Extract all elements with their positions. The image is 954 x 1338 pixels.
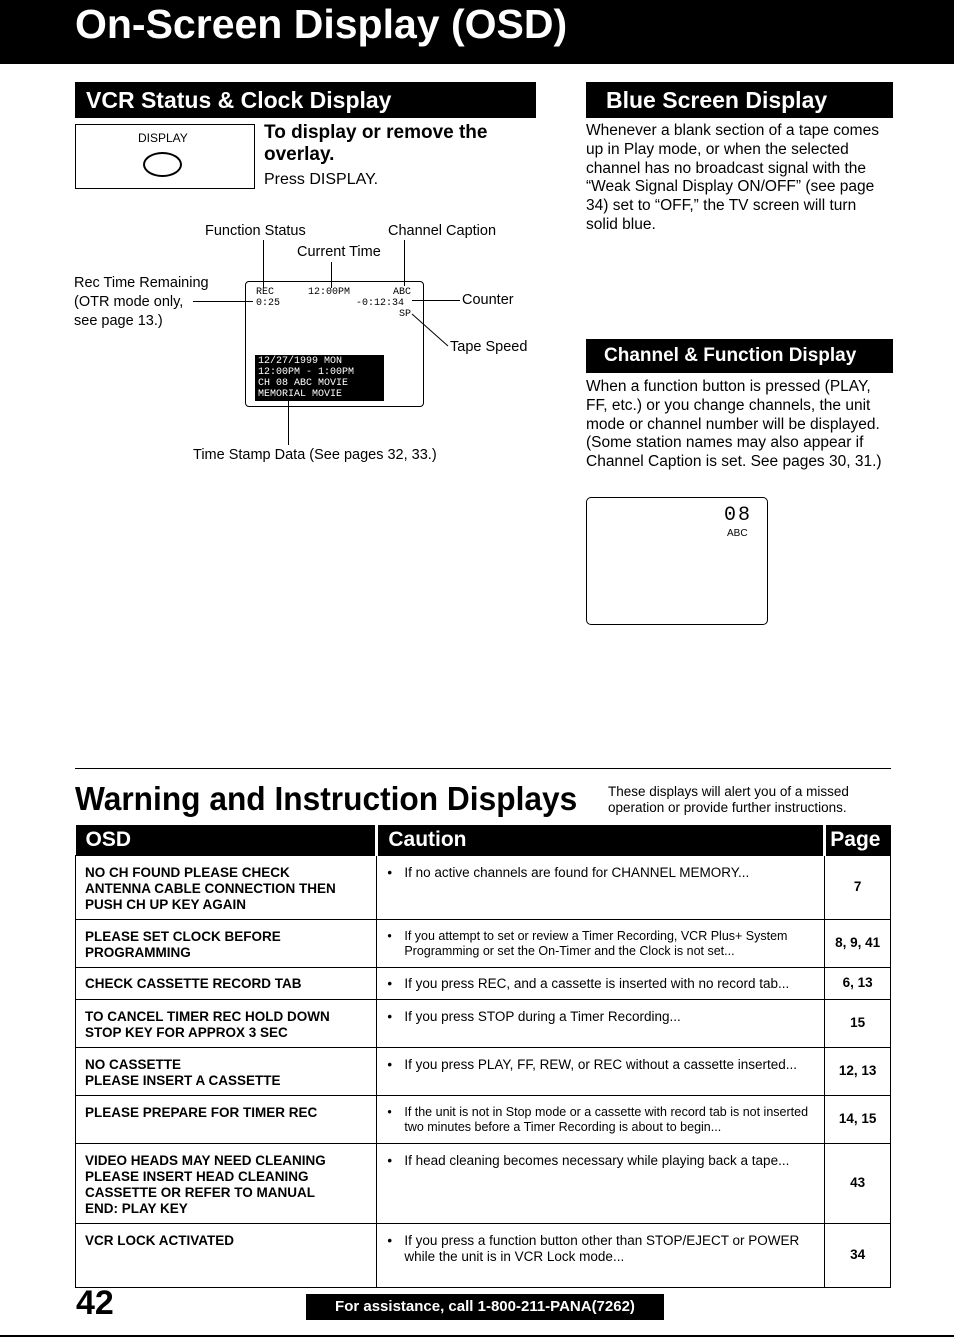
- caution-text: • If you press a function button other than STOP/EJECT or POWER while the unit is in VCR Lock mode...: [377, 1223, 825, 1287]
- vcr-status-heading: VCR Status & Clock Display: [75, 82, 536, 118]
- blue-screen-heading: Blue Screen Display: [586, 82, 893, 118]
- channel-number: 08: [724, 504, 753, 527]
- label-channel-caption: Channel Caption: [388, 223, 497, 239]
- column-header-page: Page: [825, 825, 891, 855]
- caution-text: • If head cleaning becomes necessary while playing back a tape...: [377, 1143, 825, 1223]
- table-row: [76, 1223, 891, 1287]
- osd-line: PLEASE SET CLOCK BEFORE: [85, 928, 281, 944]
- osd-message: [76, 1047, 377, 1095]
- page-number: 42: [76, 1284, 114, 1322]
- osd-current-time: 12:00PM: [308, 287, 351, 298]
- caution-text: • If you press REC, and a cassette is inserted with no record tab...: [377, 967, 825, 999]
- osd-message: [76, 855, 377, 919]
- caution-line: If you press REC, and a cassette is inserted with no record tab...: [404, 975, 790, 991]
- osd-stamp-line: MEMORIAL MOVIE: [258, 389, 343, 400]
- osd-message: [76, 1143, 377, 1223]
- osd-line: END: PLAY KEY: [85, 1200, 188, 1216]
- page-reference: 6, 13: [825, 967, 891, 999]
- caution-line: If you press STOP during a Timer Recording...: [404, 1008, 681, 1024]
- caution-text: • If you attempt to set or review a Timer Recording, VCR Plus+ System Programming or set the On-Timer and the Clock is not set...: [377, 919, 825, 967]
- leader-rec-time: [193, 301, 253, 302]
- channel-function-heading: Channel & Function Display: [586, 339, 893, 373]
- osd-stamp-line: 12:00PM - 1:00PM: [258, 367, 355, 378]
- instruction-title: To display or remove the overlay.: [264, 122, 488, 165]
- osd-rec-time: 0:25: [256, 298, 281, 309]
- osd-line: PLEASE INSERT A CASSETTE: [85, 1072, 281, 1088]
- warnings-table: [75, 825, 891, 1288]
- osd-line: ANTENNA CABLE CONNECTION THEN: [85, 880, 336, 896]
- page-reference: 15: [825, 999, 891, 1047]
- table-row: [76, 1095, 891, 1143]
- label-tape-speed: Tape Speed: [450, 339, 528, 355]
- label-time-stamp: Time Stamp Data (See pages 32, 33.): [193, 447, 437, 463]
- caution-line: If you press PLAY, FF, REW, or REC without a cassette inserted...: [404, 1056, 798, 1072]
- caution-text: • If no active channels are found for CHANNEL MEMORY...: [377, 855, 825, 919]
- caution-line: If you press a function button other than STOP/EJECT or POWER while the unit is in VCR Lock mode...: [404, 1232, 800, 1264]
- leader-channel-caption: [404, 240, 405, 286]
- page-reference: 14, 15: [825, 1095, 891, 1143]
- osd-line: CASSETTE OR REFER TO MANUAL: [85, 1184, 316, 1200]
- osd-line: PLEASE INSERT HEAD CLEANING: [85, 1168, 309, 1184]
- table-row: [76, 1047, 891, 1095]
- display-button-icon: [143, 152, 182, 177]
- caution-text: • If you press PLAY, FF, REW, or REC without a cassette inserted...: [377, 1047, 825, 1095]
- osd-tape-speed: SP: [399, 309, 412, 320]
- osd-message: [76, 1095, 377, 1143]
- table-row: [76, 1143, 891, 1223]
- channel-caption: ABC: [727, 528, 748, 539]
- column-header-osd: OSD: [76, 825, 377, 855]
- warnings-note: These displays will alert you of a missed operation or provide further instructions.: [608, 784, 849, 815]
- osd-counter: -0:12:34: [356, 298, 405, 309]
- osd-stamp-line: 12/27/1999 MON: [258, 356, 343, 367]
- section-divider: [75, 768, 891, 769]
- osd-stamp-line: CH 08 ABC MOVIE: [258, 378, 349, 389]
- table-row: [76, 855, 891, 919]
- label-counter: Counter: [462, 292, 514, 308]
- osd-channel-caption: ABC: [393, 287, 412, 298]
- channel-function-text: When a function button is pressed (PLAY, FF, etc.) or you change channels, the unit mode or channel number will be displayed. (Some station names may also appear if Channel Caption is set. See pages 30, 31.): [586, 378, 882, 471]
- osd-rec-indicator: REC: [256, 287, 275, 298]
- osd-time-stamp-box: [255, 355, 384, 401]
- osd-line: NO CASSETTE: [85, 1056, 182, 1072]
- table-row: [76, 999, 891, 1047]
- osd-screen: [245, 281, 424, 407]
- osd-line: CHECK CASSETTE RECORD TAB: [85, 975, 302, 991]
- osd-line: PROGRAMMING: [85, 944, 191, 960]
- caution-line: If you attempt to set or review a Timer Recording, VCR Plus+ System Programming or set the On-Timer and the Clock is not set...: [404, 928, 788, 958]
- osd-message: [76, 919, 377, 967]
- table-row: [76, 967, 891, 999]
- osd-line: VCR LOCK ACTIVATED: [85, 1232, 234, 1248]
- caution-line: If head cleaning becomes necessary while playing back a tape...: [404, 1152, 790, 1168]
- page-reference: 8, 9, 41: [825, 919, 891, 967]
- display-button-label: DISPLAY: [138, 131, 188, 145]
- table-row: [76, 919, 891, 967]
- osd-line: NO CH FOUND PLEASE CHECK: [85, 864, 290, 880]
- osd-message: [76, 999, 377, 1047]
- osd-line: TO CANCEL TIMER REC HOLD DOWN: [85, 1008, 330, 1024]
- blue-screen-text: Whenever a blank section of a tape comes up in Play mode, or when the selected channel has no broadcast signal with the “Weak Signal Display ON/OFF” (see page 34) set to “OFF,” the TV screen will turn solid blue.: [586, 122, 879, 233]
- label-rec-time-3: see page 13.): [74, 313, 163, 329]
- osd-line: STOP KEY FOR APPROX 3 SEC: [85, 1024, 288, 1040]
- page-reference: 34: [825, 1223, 891, 1287]
- osd-line: VIDEO HEADS MAY NEED CLEANING: [85, 1152, 326, 1168]
- label-rec-time-1: Rec Time Remaining: [74, 275, 209, 291]
- page-title: On-Screen Display (OSD): [75, 1, 568, 47]
- caution-text: • If the unit is not in Stop mode or a cassette with record tab is not inserted two minutes before a Timer Recording is about to begin...: [377, 1095, 825, 1143]
- osd-message: [76, 967, 377, 999]
- page-reference: 7: [825, 855, 891, 919]
- warnings-title: Warning and Instruction Displays: [75, 780, 578, 817]
- table-header-row: [76, 825, 891, 855]
- label-function-status: Function Status: [205, 223, 306, 239]
- instruction-text: Press DISPLAY.: [264, 171, 379, 188]
- osd-message: [76, 1223, 377, 1287]
- label-current-time: Current Time: [297, 244, 381, 260]
- channel-screen: [586, 497, 768, 625]
- label-rec-time-2: (OTR mode only,: [74, 294, 184, 310]
- caution-text: • If you press STOP during a Timer Recording...: [377, 999, 825, 1047]
- assistance-bar: For assistance, call 1-800-211-PANA(7262): [306, 1294, 664, 1320]
- page-reference: 43: [825, 1143, 891, 1223]
- column-header-caution: Caution: [377, 825, 825, 855]
- footer-rule: [0, 1335, 954, 1337]
- page-reference: 12, 13: [825, 1047, 891, 1095]
- osd-line: PLEASE PREPARE FOR TIMER REC: [85, 1104, 318, 1120]
- osd-line: PUSH CH UP KEY AGAIN: [85, 896, 247, 912]
- caution-line: If the unit is not in Stop mode or a cassette with record tab is not inserted two minutes before a Timer Recording is about to begin...: [404, 1104, 809, 1134]
- display-button-box: [75, 124, 255, 189]
- caution-line: If no active channels are found for CHANNEL MEMORY...: [404, 864, 750, 880]
